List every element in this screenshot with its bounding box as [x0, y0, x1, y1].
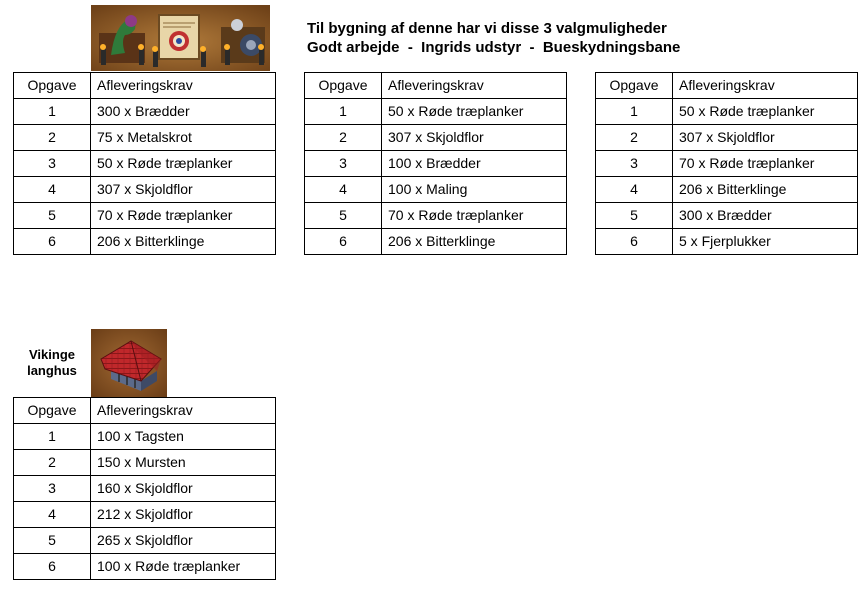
longhouse-label — [14, 347, 90, 379]
table-row — [14, 476, 276, 502]
task-requirement: 100 x Tagsten — [91, 424, 276, 450]
task-requirement: 212 x Skjoldflor — [91, 502, 276, 528]
task-number: 5 — [305, 203, 382, 229]
table-row — [14, 177, 276, 203]
longhouse-label-line-2: langhus — [27, 363, 77, 378]
task-requirement: 50 x Røde træplanker — [91, 151, 276, 177]
task-requirement: 50 x Røde træplanker — [382, 99, 567, 125]
task-number: 3 — [14, 476, 91, 502]
heading-line-1: Til bygning af denne har vi disse 3 valgmuligheder — [307, 20, 667, 37]
task-number: 1 — [14, 99, 91, 125]
table-header-row — [14, 398, 276, 424]
task-number: 5 — [14, 528, 91, 554]
task-number: 4 — [14, 502, 91, 528]
column-header-task: Opgave — [305, 73, 382, 99]
table-row — [14, 554, 276, 580]
table-row — [305, 125, 567, 151]
task-requirement: 206 x Bitterklinge — [91, 229, 276, 255]
task-number: 6 — [305, 229, 382, 255]
requirements-table-bueskydningsbane — [595, 72, 858, 255]
table-row — [596, 125, 858, 151]
task-requirement: 265 x Skjoldflor — [91, 528, 276, 554]
option-ingrids-udstyr-icon — [152, 15, 206, 67]
task-requirement: 100 x Brædder — [382, 151, 567, 177]
table-row — [596, 99, 858, 125]
requirements-table-godt-arbejde — [13, 72, 276, 255]
table-row — [14, 203, 276, 229]
task-requirement: 70 x Røde træplanker — [382, 203, 567, 229]
table-row — [14, 424, 276, 450]
table-row — [14, 528, 276, 554]
table-header-row — [305, 73, 567, 99]
column-header-requirement: Afleveringskrav — [91, 73, 276, 99]
task-number: 3 — [596, 151, 673, 177]
table-row — [14, 151, 276, 177]
task-number: 6 — [596, 229, 673, 255]
column-header-task: Opgave — [14, 398, 91, 424]
task-requirement: 307 x Skjoldflor — [91, 177, 276, 203]
table-header-row — [596, 73, 858, 99]
task-number: 2 — [596, 125, 673, 151]
table-row — [596, 203, 858, 229]
task-number: 2 — [14, 450, 91, 476]
task-number: 6 — [14, 554, 91, 580]
task-number: 3 — [14, 151, 91, 177]
task-requirement: 75 x Metalskrot — [91, 125, 276, 151]
column-header-requirement: Afleveringskrav — [382, 73, 567, 99]
building-options-image — [91, 5, 270, 71]
task-requirement: 307 x Skjoldflor — [382, 125, 567, 151]
task-requirement: 5 x Fjerplukker — [673, 229, 858, 255]
table-row — [14, 125, 276, 151]
table-row — [305, 177, 567, 203]
table-row — [596, 177, 858, 203]
table-row — [305, 203, 567, 229]
longhouse-label-line-1: Vikinge — [28, 347, 75, 362]
table-row — [14, 450, 276, 476]
column-header-requirement: Afleveringskrav — [91, 398, 276, 424]
task-requirement: 160 x Skjoldflor — [91, 476, 276, 502]
table-row — [14, 502, 276, 528]
task-requirement: 206 x Bitterklinge — [382, 229, 567, 255]
table-header-row — [14, 73, 276, 99]
task-requirement: 50 x Røde træplanker — [673, 99, 858, 125]
options-heading — [307, 19, 680, 57]
task-number: 2 — [14, 125, 91, 151]
task-number: 1 — [305, 99, 382, 125]
task-requirement: 206 x Bitterklinge — [673, 177, 858, 203]
column-header-task: Opgave — [14, 73, 91, 99]
table-row — [305, 151, 567, 177]
longhouse-image — [91, 329, 167, 397]
table-row — [596, 151, 858, 177]
heading-line-2: Godt arbejde - Ingrids udstyr - Bueskydningsbane — [307, 39, 681, 56]
task-number: 4 — [305, 177, 382, 203]
task-requirement: 100 x Maling — [382, 177, 567, 203]
task-number: 4 — [596, 177, 673, 203]
table-row — [14, 99, 276, 125]
task-number: 3 — [305, 151, 382, 177]
requirements-table-vikinge-langhus — [13, 397, 276, 580]
table-row — [596, 229, 858, 255]
task-requirement: 100 x Røde træplanker — [91, 554, 276, 580]
table-row — [305, 229, 567, 255]
requirements-table-ingrids-udstyr — [304, 72, 567, 255]
column-header-requirement: Afleveringskrav — [673, 73, 858, 99]
task-requirement: 307 x Skjoldflor — [673, 125, 858, 151]
task-requirement: 70 x Røde træplanker — [91, 203, 276, 229]
table-row — [14, 229, 276, 255]
task-number: 2 — [305, 125, 382, 151]
task-requirement: 150 x Mursten — [91, 450, 276, 476]
task-requirement: 70 x Røde træplanker — [673, 151, 858, 177]
column-header-task: Opgave — [596, 73, 673, 99]
table-row — [305, 99, 567, 125]
task-number: 5 — [596, 203, 673, 229]
task-number: 1 — [14, 424, 91, 450]
task-number: 1 — [596, 99, 673, 125]
task-number: 4 — [14, 177, 91, 203]
task-number: 6 — [14, 229, 91, 255]
task-requirement: 300 x Brædder — [673, 203, 858, 229]
task-requirement: 300 x Brædder — [91, 99, 276, 125]
task-number: 5 — [14, 203, 91, 229]
